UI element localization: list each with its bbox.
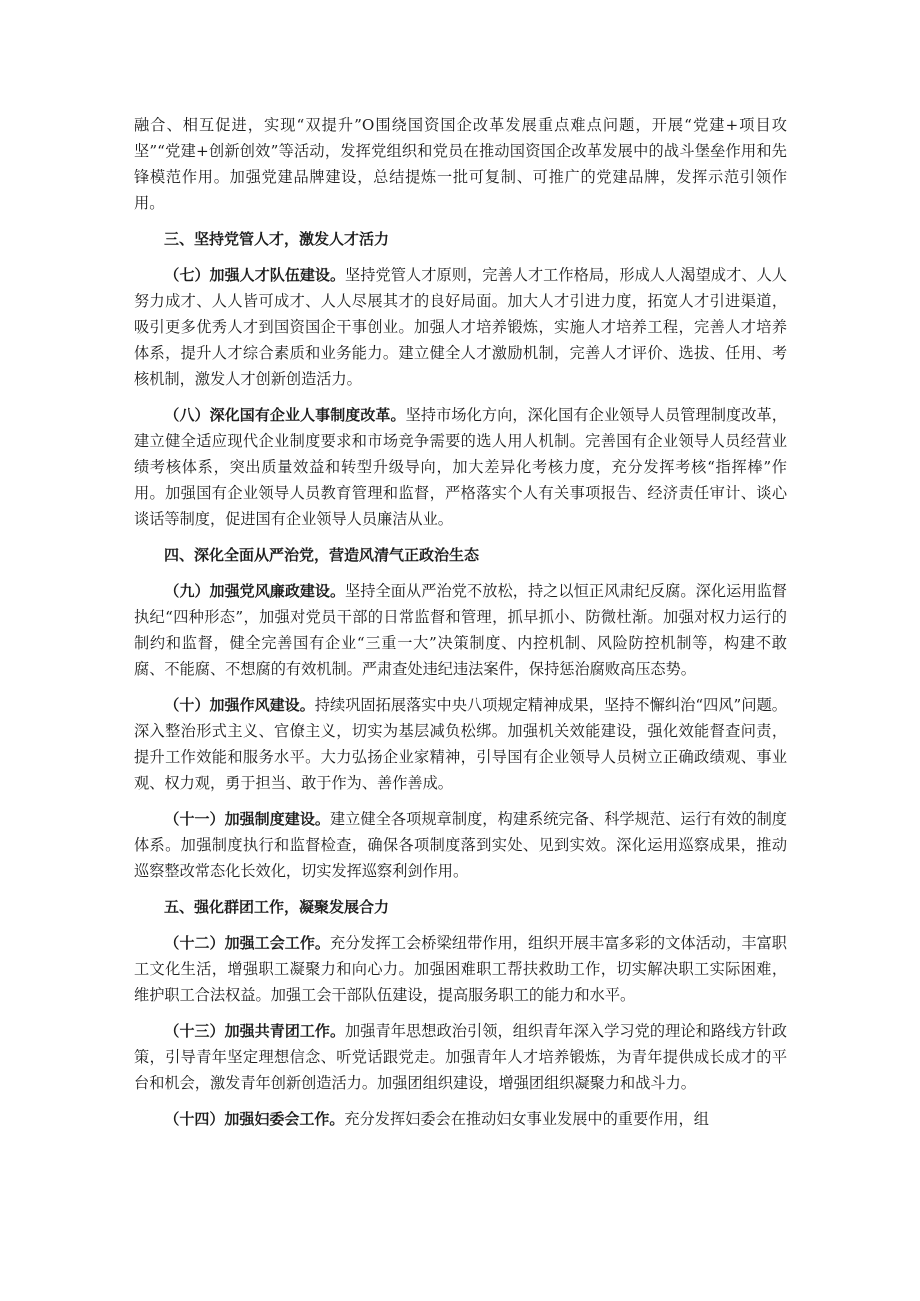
section-heading-text: 三、坚持党管人才，激发人才活力 [164,230,390,248]
paragraph-7 [134,262,787,392]
paragraph-text: 充分发挥工会桥梁纽带作用，组织开展丰富多彩的文体活动，丰富职工文化生活，增强职工凝聚力和向心力。加强困难职工帮扶救助工作，切实解决职工实际困难，维护职工合法权益。加强工会干部队伍建设，提高服务职工的能力和水平。 [134,934,787,1004]
paragraph-lead: （七）加强人才队伍建设。 [164,266,346,284]
paragraph-lead: （十三）加强共青团工作。 [164,1022,346,1040]
section-heading-text: 五、强化群团工作，凝聚发展合力 [164,898,390,916]
paragraph-lead: （十）加强作风建设。 [164,696,315,714]
paragraph-text: 坚持市场化方向，深化国有企业领导人员管理制度改革，建立健全适应现代企业制度要求和市场竞争需要的选人用人机制。完善国有企业领导人员经营业绩考核体系，突出质量效益和转型升级导向，加大差异化考核力度，充分发挥考核“指挥棒”作用。加强国有企业领导人员教育管理和监督，严格落实个人有关事项报告、经济责任审计、谈心谈话等制度，促进国有企业领导人员廉洁从业。 [134,406,787,528]
paragraph-text: 加强青年思想政治引领，组织青年深入学习党的理论和路线方针政策，引导青年坚定理想信念、听党话跟党走。加强青年人才培养锻炼，为青年提供成长成才的平台和机会，激发青年创新创造活力。加强团组织建设，增强团组织凝聚力和战斗力。 [134,1022,787,1092]
paragraph-12 [134,930,787,1008]
paragraph-lead: （十四）加强妇委会工作。 [164,1110,345,1128]
paragraph-text: 建立健全各项规章制度，构建系统完备、科学规范、运行有效的制度体系。加强制度执行和监督检查，确保各项制度落到实处、见到实效。深化运用巡察成果，推动巡察整改常态化长效化，切实发挥巡察利剑作用。 [134,810,787,880]
paragraph-lead: （十一）加强制度建设。 [164,810,330,828]
paragraph-text: 坚持党管人才原则，完善人才工作格局，形成人人渴望成才、人人努力成才、人人皆可成才、人人尽展其才的良好局面。加大人才引进力度，拓宽人才引进渠道，吸引更多优秀人才到国资国企干事创业。加强人才培养锻炼，实施人才培养工程，完善人才培养体系，提升人才综合素质和业务能力。建立健全人才激励机制，完善人才评价、选拔、任用、考核机制，激发人才创新创造活力。 [134,266,787,388]
paragraph-9 [134,578,787,682]
paragraph-11 [134,806,787,884]
section-heading-4 [134,542,787,568]
paragraph-continuation [134,112,787,216]
paragraph-10 [134,692,787,796]
paragraph-lead: （九）加强党风廉政建设。 [164,582,346,600]
paragraph-text: 充分发挥妇委会在推动妇女事业发展中的重要作用，组 [344,1110,709,1128]
paragraph-8 [134,402,787,532]
paragraph-lead: （八）深化国有企业人事制度改革。 [164,406,406,424]
paragraph-text: 融合、相互促进，实现“双提升”O围绕国资国企改革发展重点难点问题，开展“党建+项目攻坚”“党建+创新创效”等活动，发挥党组织和党员在推动国资国企改革发展中的战斗堡垒作用和先锋模范作用。加强党建品牌建设，总结提炼一批可复制、可推广的党建品牌，发挥示范引领作用。 [134,116,787,212]
paragraph-text: 坚持全面从严治党不放松，持之以恒正风肃纪反腐。深化运用监督执纪“四种形态”，加强对党员干部的日常监督和管理，抓早抓小、防微杜渐。加强对权力运行的制约和监督，健全完善国有企业“三重一大”决策制度、内控机制、风险防控机制等，构建不敢腐、不能腐、不想腐的有效机制。严肃查处违纪违法案件，保持惩治腐败高压态势。 [134,582,787,678]
paragraph-14 [134,1106,787,1132]
paragraph-lead: （十二）加强工会工作。 [164,934,330,952]
section-heading-3 [134,226,787,252]
section-heading-text: 四、深化全面从严治党，营造风清气正政治生态 [164,546,480,564]
document-body [134,112,787,1142]
paragraph-text: 持续巩固拓展落实中央八项规定精神成果，坚持不懈纠治“四风”问题。深入整治形式主义、官僚主义，切实为基层减负松绑。加强机关效能建设，强化效能督查问责，提升工作效能和服务水平。大力弘扬企业家精神，引导国有企业领导人员树立正确政绩观、事业观、权力观，勇于担当、敢于作为、善作善成。 [134,696,787,792]
section-heading-5 [134,894,787,920]
paragraph-13 [134,1018,787,1096]
